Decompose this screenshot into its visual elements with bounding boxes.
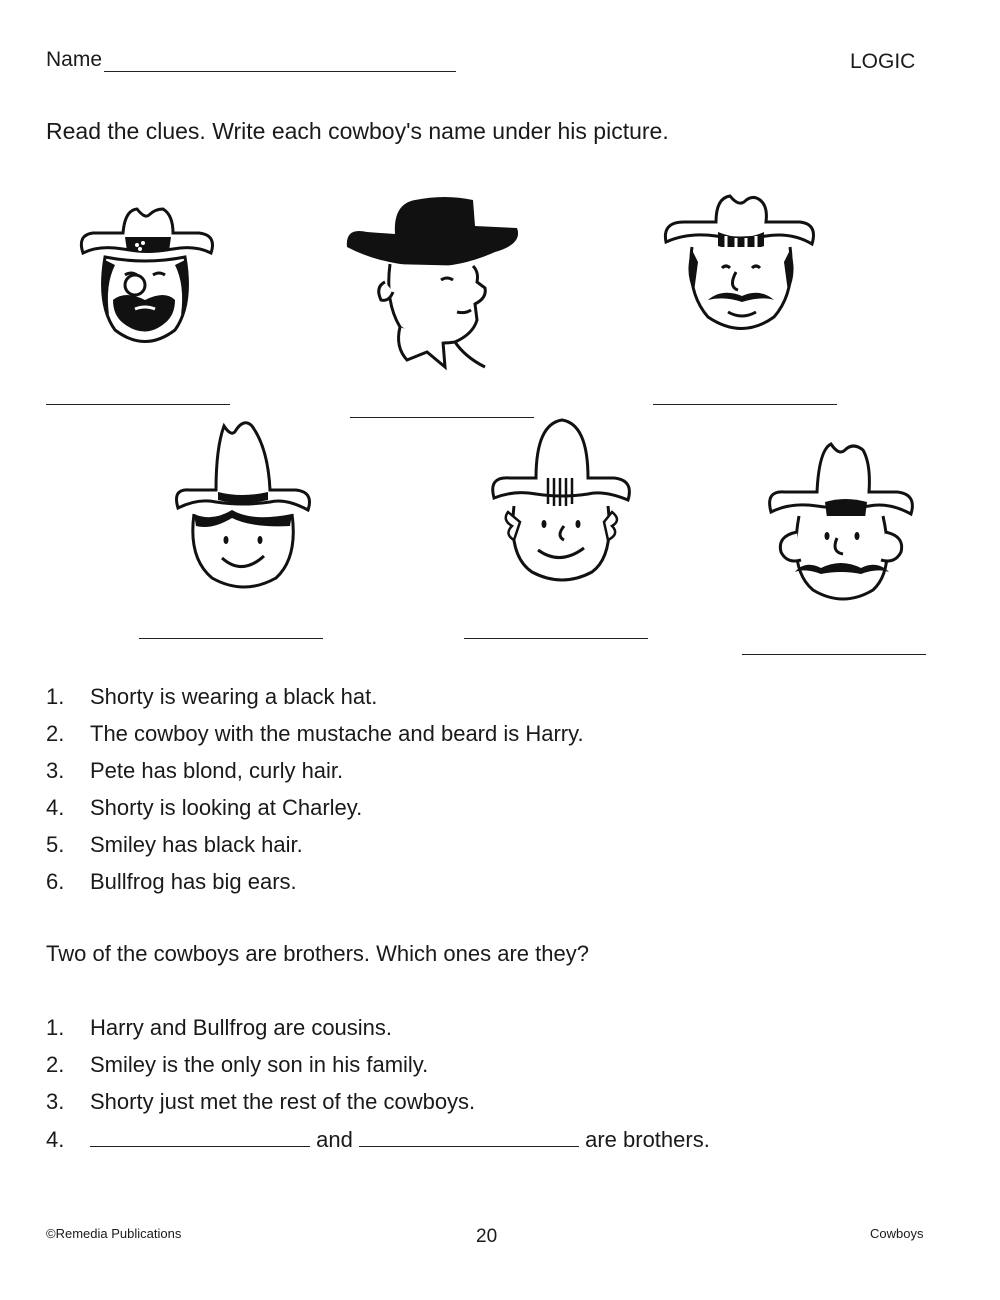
brother-clue-3: 3. Shorty just met the rest of the cowboys. — [46, 1089, 476, 1114]
subject-label: LOGIC — [850, 50, 916, 73]
cowboy-4-illustration — [172, 418, 317, 590]
name-field[interactable] — [46, 48, 456, 72]
brother-clue-1: 1. Harry and Bullfrog are cousins. — [46, 1015, 393, 1040]
cowboy-2-illustration — [345, 192, 520, 372]
instructions: Read the clues. Write each cowboy's name under his picture. — [46, 118, 669, 144]
clue-2: 2. The cowboy with the mustache and beard is Harry. — [46, 721, 584, 746]
answer-line-5[interactable] — [464, 638, 648, 639]
name-line[interactable] — [104, 51, 456, 72]
cowboy-1-illustration — [75, 205, 220, 355]
answer-line-6[interactable] — [742, 654, 926, 655]
clue-4: 4. Shorty is looking at Charley. — [46, 795, 363, 820]
answer-line-3[interactable] — [653, 404, 837, 405]
page-number: 20 — [476, 1226, 498, 1247]
clue-1: 1. Shorty is wearing a black hat. — [46, 684, 378, 709]
answer-line-4[interactable] — [139, 638, 323, 639]
name-label: Name — [46, 48, 103, 71]
clue-3: 3. Pete has blond, curly hair. — [46, 758, 344, 783]
brother-answer: 4. and are brothers. — [46, 1127, 710, 1152]
answer-line-1[interactable] — [46, 404, 230, 405]
brother-clue-2: 2. Smiley is the only son in his family. — [46, 1052, 429, 1077]
brothers-ending: are brothers. — [585, 1127, 710, 1152]
brother-blank-2[interactable] — [359, 1126, 579, 1147]
book-title: Cowboys — [870, 1226, 924, 1241]
publisher-credit: ©Remedia Publications — [46, 1226, 182, 1241]
clue-5: 5. Smiley has black hair. — [46, 832, 303, 857]
cowboy-6-illustration — [765, 440, 917, 605]
and-word: and — [316, 1127, 353, 1152]
clue-6: 6. Bullfrog has big ears. — [46, 869, 297, 894]
cowboy-5-illustration — [488, 416, 636, 582]
brother-blank-1[interactable] — [90, 1126, 310, 1147]
cowboy-3-illustration — [662, 192, 820, 342]
brothers-question: Two of the cowboys are brothers. Which ones are they? — [46, 941, 589, 966]
